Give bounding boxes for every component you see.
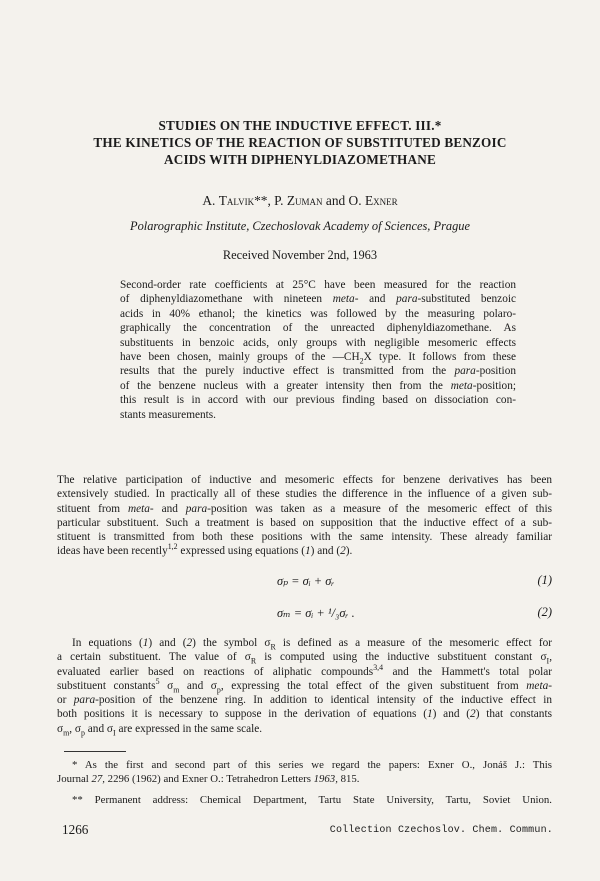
abstract-line: of the benzene nucleus with a greater intensity then from the meta-position; xyxy=(120,379,516,392)
footnote-divider xyxy=(64,751,126,752)
footnote-2 xyxy=(57,793,552,807)
equation-1 xyxy=(57,573,552,593)
body-line: In equations (1) and (2) the symbol $\sigma_R$ is defined as a measure of the mesomeric effect for xyxy=(72,637,552,652)
body-line: $\sigma_m$, $\sigma_p$ and $\sigma_I$ are expressed in the same scale. xyxy=(57,722,263,738)
paper-title xyxy=(60,117,540,168)
title-line: STUDIES ON THE INDUCTIVE EFFECT. III.* xyxy=(158,118,442,133)
abstract-line: graphically the concentration of the unreacted diphenyldiazomethane. As xyxy=(120,322,516,335)
page-number: 1266 xyxy=(62,822,89,837)
footnote-line: * As the first and second part of this series we regard the papers: Exner O., Jonáš J.: This xyxy=(72,759,552,771)
equation-number: (1) xyxy=(537,573,552,587)
abstract xyxy=(120,278,516,422)
received-date: Received November 2nd, 1963 xyxy=(222,248,378,262)
abstract-line: acids in 40% ethanol; the kinetics was followed by the measuring polaro- xyxy=(120,307,516,320)
equation-expression: σₘ = σᵢ + ¹/₃σᵣ . xyxy=(277,606,355,620)
author-name: Zuman xyxy=(286,193,323,208)
equation-number: (2) xyxy=(537,605,552,619)
footnote-line: Journal 27, 2296 (1962) and Exner O.: Tetrahedron Letters 1963, 815. xyxy=(57,773,360,785)
title-line: THE KINETICS OF THE REACTION OF SUBSTITUTED BENZOIC xyxy=(93,135,507,150)
intro-paragraph xyxy=(57,473,552,559)
abstract-line: results that the purely inductive effect is transmitted from the para-position xyxy=(120,365,516,378)
abstract-line: have been chosen, mainly groups of the $—CH_2X$ type. It follows from these xyxy=(120,351,517,366)
author-name: Talvik xyxy=(218,193,255,208)
equation-2 xyxy=(57,605,552,625)
author-name: Exner xyxy=(364,193,398,208)
footnote-line: ** Permanent address: Chemical Department, Tartu State University, Tartu, Soviet Union. xyxy=(72,794,552,806)
footnote-1 xyxy=(57,758,552,786)
body-line: The relative participation of inductive and mesomeric effects for benzene derivatives has been xyxy=(57,474,552,486)
abstract-line: Second-order rate coefficients at 25°C have been measured for the reaction xyxy=(120,279,516,291)
body-line: stituent from meta- and para-position was taken as a measure of the mesomeric effect of this xyxy=(57,502,552,515)
body-line: particular substituent. Such a treatment is based on supposition that the inductive effect of a sub- xyxy=(57,516,552,529)
journal-name: Collection Czechoslov. Chem. Commun. xyxy=(329,825,553,836)
affiliation: Polarographic Institute, Czechoslovak Academy of Sciences, Prague xyxy=(130,219,470,233)
body-line: ideas have been recently$^{1,2}$ expressed using equations (1) and (2). xyxy=(57,542,353,558)
body-line: both positions it is necessary to suppose in the derivation of equations (1) and (2) that constants xyxy=(57,708,552,721)
abstract-line: of diphenyldiazomethane with nineteen meta- and para-substituted benzoic xyxy=(120,293,517,306)
body-line: or para-position of the benzene ring. In addition to identical intensity of the inductive effect in xyxy=(57,694,552,707)
body-line: evaluated earlier based on reactions of aliphatic compounds$^{3,4}$ and the Hammett's total polar xyxy=(57,662,553,678)
body-line: extensively studied. In practically all of these studies the difference in the influence of a given sub- xyxy=(57,488,552,501)
abstract-line: substituents in benzoic acids, only groups with negligible mesomeric effects xyxy=(120,336,516,349)
equation-expression: σₚ = σᵢ + σᵣ xyxy=(277,574,335,588)
title-line: ACIDS WITH DIPHENYLDIAZOMETHANE xyxy=(164,152,436,167)
body-line: stituent is transmitted from both these positions with the same intensity. These already familiar xyxy=(57,531,552,544)
abstract-line: this result is in accord with our previous finding based on dissociation con- xyxy=(120,394,516,407)
author-list: A. Talvik**, P. Zuman and O. Exner xyxy=(202,193,398,208)
body-line: a certain substituent. The value of $\sigma_R$ is computed using the inductive substituent constant $\sigma_I$, xyxy=(57,651,553,666)
body-line: substituent constants$^5$ $\sigma_m$ and $\sigma_p$, expressing the total effect of the given substituent from meta- xyxy=(57,677,552,695)
abstract-line: stants measurements. xyxy=(120,408,217,421)
body-paragraph xyxy=(57,636,552,736)
